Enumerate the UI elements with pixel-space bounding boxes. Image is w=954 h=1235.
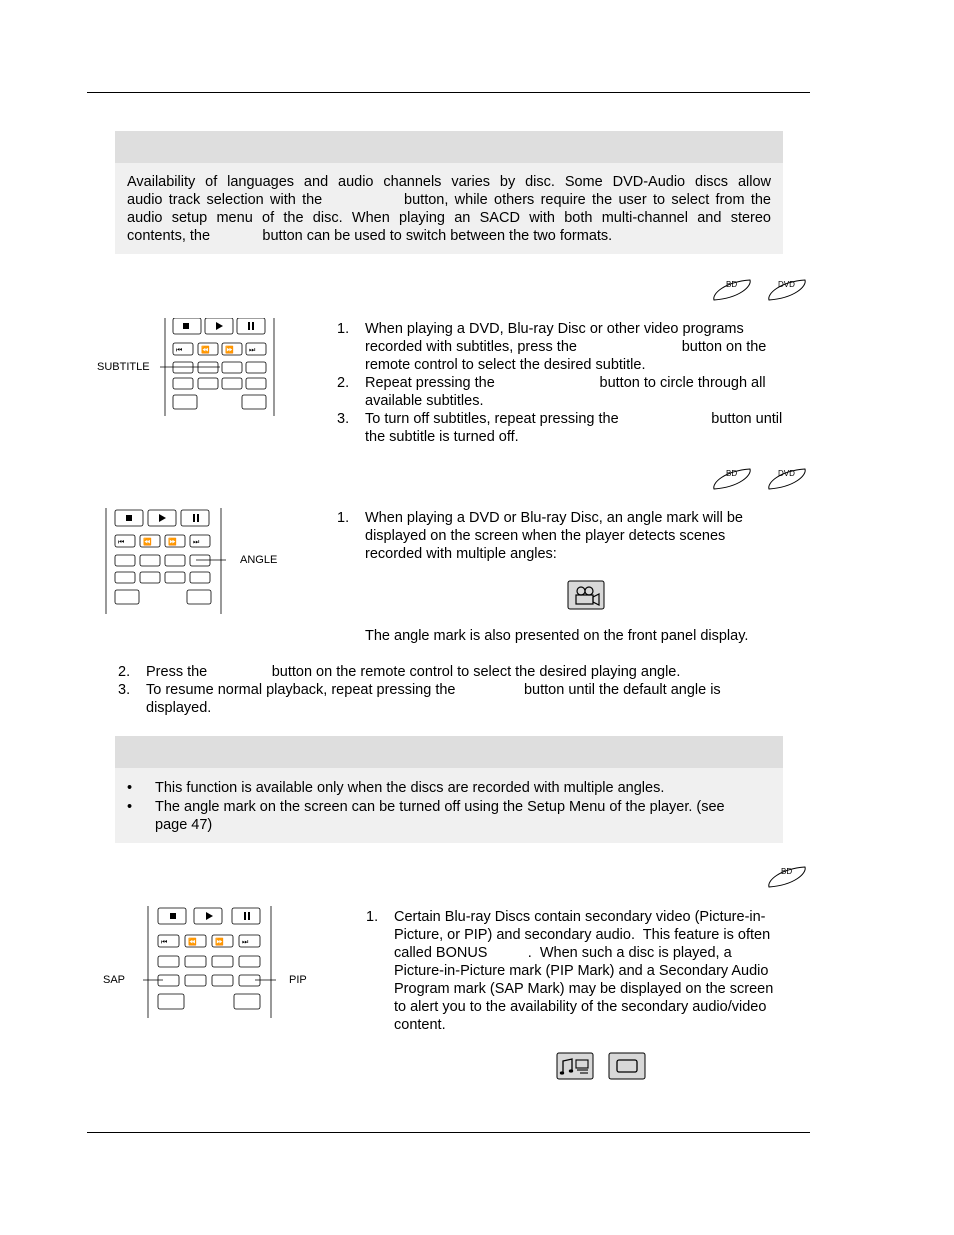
instruction-line: displayed. [146, 700, 212, 716]
instruction-line: Picture, or PIP) and secondary audio. This feature is often [394, 927, 771, 943]
instruction-line: When playing a DVD or Blu-ray Disc, an angle mark will be [365, 510, 743, 526]
remote-control-subtitle [160, 318, 280, 418]
instruction-line: available subtitles. [365, 393, 484, 409]
instruction-line: Press the button on the remote control to select the desired playing angle. [146, 664, 681, 680]
svg-text:⏮: ⏮ [161, 939, 168, 946]
svg-text:BD: BD [781, 867, 793, 876]
instruction-line: to alert you to the availability of the secondary audio/video [394, 999, 767, 1015]
svg-text:BD: BD [726, 280, 738, 289]
pip-label: PIP [289, 974, 307, 986]
note-header [115, 131, 783, 163]
bullet-text: The angle mark on the screen can be turned off using the Setup Menu of the player. (see [155, 799, 725, 815]
note-line: Availability of languages and audio channels varies by disc. Some DVD-Audio discs allow [127, 174, 771, 190]
svg-text:⏪: ⏪ [188, 939, 197, 946]
sap-label: SAP [103, 974, 126, 986]
instruction-line: To turn off subtitles, repeat pressing the button until [365, 411, 783, 427]
svg-text:⏪: ⏪ [143, 539, 152, 546]
instruction-line: content. [394, 1017, 446, 1033]
instruction-line: recorded with multiple angles: [365, 546, 557, 562]
svg-text:⏩: ⏩ [168, 539, 177, 546]
bullet-dot: • [127, 799, 133, 815]
pip-mark-icon [608, 1052, 646, 1080]
svg-text:⏩: ⏩ [215, 939, 224, 946]
svg-text:DVD: DVD [778, 469, 795, 478]
svg-text:⏩: ⏩ [225, 347, 234, 354]
top-rule [87, 92, 810, 93]
instruction-line: Program mark (SAP Mark) may be displayed on the screen [394, 981, 774, 997]
remote-control-angle [101, 508, 226, 616]
bullet-text: page 47) [155, 817, 213, 833]
instruction-line: the subtitle is turned off. [365, 429, 519, 445]
list-number: 1. [366, 909, 379, 925]
note-header [115, 736, 783, 768]
note-line: contents, the button can be used to switch between the two formats. [127, 228, 613, 244]
svg-text:⏪: ⏪ [201, 347, 210, 354]
svg-text:DVD: DVD [778, 280, 795, 289]
note-body [115, 163, 783, 254]
list-number: 3. [337, 411, 350, 427]
bd-disc-icon [710, 465, 754, 493]
front-panel-note: The angle mark is also presented on the front panel display. [365, 628, 749, 644]
svg-text:⏮: ⏮ [118, 539, 125, 546]
svg-text:BD: BD [726, 469, 738, 478]
list-number: 2. [118, 664, 131, 680]
instruction-line: Certain Blu-ray Discs contain secondary video (Picture-in- [394, 909, 766, 925]
angle-label: ANGLE [240, 554, 278, 566]
bullet-dot: • [127, 780, 133, 796]
svg-text:⏭: ⏭ [242, 939, 249, 946]
instruction-line: remote control to select the desired subtitle. [365, 357, 646, 373]
bullet-text: This function is available only when the discs are recorded with multiple angles. [155, 780, 665, 796]
instruction-line: Picture-in-Picture mark (PIP Mark) and a Secondary Audio [394, 963, 769, 979]
sap-mark-icon [556, 1052, 594, 1080]
bottom-rule [87, 1132, 810, 1133]
instruction-line: When playing a DVD, Blu-ray Disc or other video programs [365, 321, 744, 337]
instruction-line: recorded with subtitles, press the button on the [365, 339, 767, 355]
instruction-line: displayed on the screen when the player detects scenes [365, 528, 726, 544]
note-line: audio track selection with the button, while others require the user to select from the [127, 192, 771, 208]
bd-disc-icon [710, 276, 754, 304]
dvd-disc-icon [765, 465, 809, 493]
list-number: 2. [337, 375, 350, 391]
instruction-line: called BONUS . When such a disc is played, a [394, 945, 732, 961]
instruction-line: Repeat pressing the button to circle through all [365, 375, 766, 391]
svg-text:⏮: ⏮ [176, 347, 183, 354]
list-number: 1. [337, 321, 350, 337]
instruction-line: To resume normal playback, repeat pressing the button until the default angle is [146, 682, 721, 698]
dvd-disc-icon [765, 276, 809, 304]
svg-text:⏭: ⏭ [193, 539, 200, 546]
subtitle-label: SUBTITLE [97, 361, 150, 373]
note-line: audio setup menu of the disc. When playing an SACD with both multi-channel and stereo [127, 210, 771, 226]
svg-text:⏭: ⏭ [249, 347, 256, 354]
list-number: 3. [118, 682, 131, 698]
camera-angle-icon [567, 580, 605, 610]
list-number: 1. [337, 510, 350, 526]
bd-disc-icon [765, 863, 809, 891]
remote-control-pip-sap [143, 906, 276, 1020]
